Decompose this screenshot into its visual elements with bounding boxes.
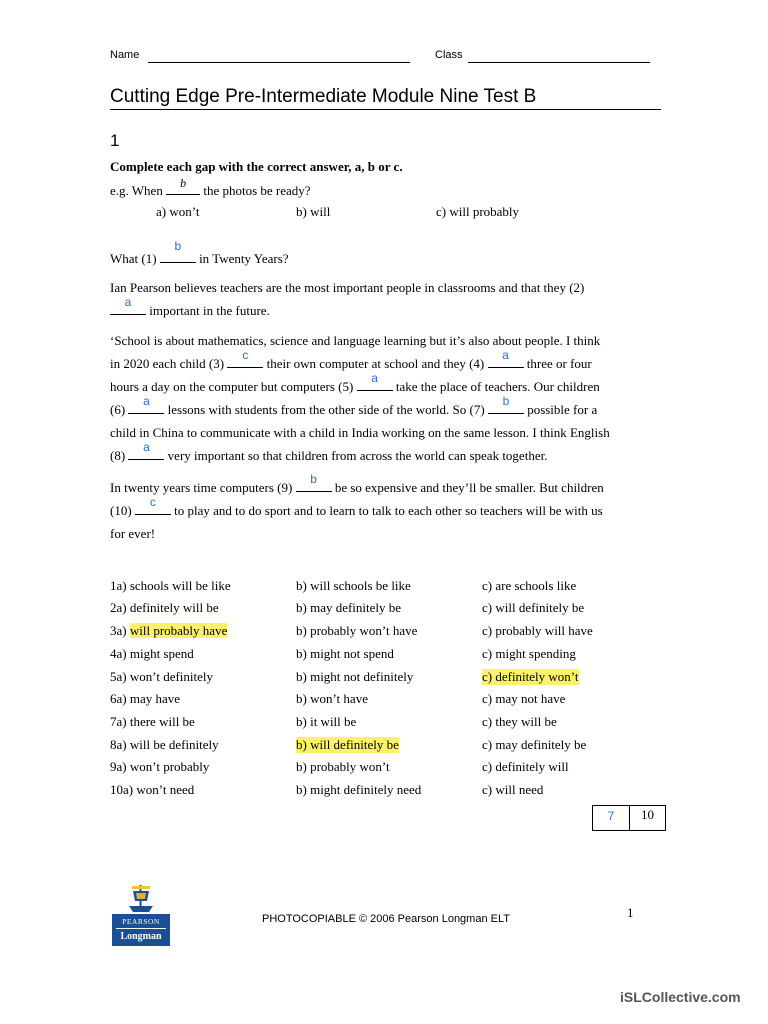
p2-text-1: ‘School is about mathematics, science and language learning but it’s also about people. I think — [110, 333, 601, 348]
p3-text-3: (10) — [110, 503, 135, 518]
paragraph-2 — [110, 329, 670, 467]
example-option-a: a) won’t — [156, 204, 200, 219]
ship-icon — [112, 884, 170, 914]
option-8a: 8a) will be definitely — [110, 737, 219, 752]
example-prefix: e.g. When — [110, 183, 167, 198]
p3-line-2 — [110, 495, 670, 522]
option-8c: c) may definitely be — [482, 737, 587, 752]
option-5c-highlighted: c) definitely won’t — [482, 669, 579, 684]
score-obtained: 7 — [607, 809, 615, 823]
gap-6-answer: a — [143, 394, 150, 408]
p2-line-1 — [110, 329, 670, 352]
p2-text-9: possible for a — [523, 402, 598, 417]
option-4c: c) might spending — [482, 646, 576, 661]
p2-text-6: take the place of teachers. Our children — [392, 379, 600, 394]
option-6b: b) won’t have — [296, 691, 368, 706]
option-7a: 7a) there will be — [110, 714, 195, 729]
p3-text-1: In twenty years time computers (9) — [110, 480, 296, 495]
gap-8 — [128, 440, 164, 460]
class-line — [468, 62, 650, 63]
option-2b: b) may definitely be — [296, 600, 402, 615]
gap-9 — [296, 472, 332, 492]
watermark: iSLCollective.com — [620, 989, 741, 1005]
logo-rule — [116, 928, 166, 929]
p1-line-1 — [110, 276, 670, 299]
gap-7 — [488, 394, 524, 414]
p2-text-4: three or four — [523, 356, 592, 371]
p3-text-2: be so expensive and they’ll be smaller. But children — [331, 480, 604, 495]
option-3a — [110, 623, 227, 639]
option-4a: 4a) might spend — [110, 646, 194, 661]
option-3a-label: 3a) — [110, 623, 130, 638]
example-answer: b — [180, 176, 187, 190]
gap-10-answer: c — [149, 495, 156, 509]
option-6c: c) may not have — [482, 691, 566, 706]
logo-box — [112, 914, 170, 946]
option-7c: c) they will be — [482, 714, 557, 729]
p1-line-2 — [110, 295, 670, 322]
title-underline — [110, 109, 661, 110]
option-1a: 1a) schools will be like — [110, 578, 231, 593]
option-10b: b) might definitely need — [296, 782, 422, 797]
example-sentence — [110, 176, 311, 199]
p2-text-11: (8) — [110, 448, 129, 463]
p2-text-2: in 2020 each child (3) — [110, 356, 228, 371]
heading-post: in Twenty Years? — [195, 251, 289, 266]
option-3b: b) probably won’t have — [296, 623, 418, 638]
p3-line-3 — [110, 522, 670, 545]
gap-2 — [110, 295, 146, 315]
option-3c: c) probably will have — [482, 623, 593, 638]
option-2a: 2a) definitely will be — [110, 600, 219, 615]
option-5a: 5a) won’t definitely — [110, 669, 214, 684]
class-label: Class — [435, 49, 463, 61]
gap-6 — [128, 394, 164, 414]
gap-1 — [160, 239, 196, 263]
option-1b: b) will schools be like — [296, 578, 411, 593]
section-number: 1 — [110, 131, 120, 150]
option-9b: b) probably won’t — [296, 759, 390, 774]
option-8b-highlighted: b) will definitely be — [296, 737, 399, 752]
option-10c: c) will need — [482, 782, 544, 797]
p1-text-1: Ian Pearson believes teachers are the most important people in classrooms and that they (2) — [110, 280, 585, 295]
gap-2-answer: a — [124, 295, 132, 309]
option-7b: b) it will be — [296, 714, 357, 729]
p2-text-5: hours a day on the computer but computers (5) — [110, 379, 357, 394]
gap-1-answer: b — [174, 239, 182, 253]
p2-line-4 — [110, 394, 670, 421]
example-option-c: c) will probably — [436, 204, 520, 219]
option-6a: 6a) may have — [110, 691, 181, 706]
page-title: Cutting Edge Pre-Intermediate Module Nine Test B — [110, 86, 537, 107]
p2-text-12: very important so that children from across the world can speak together. — [164, 448, 548, 463]
gap-8-answer: a — [143, 440, 150, 454]
p2-line-3 — [110, 371, 670, 398]
gap-9-answer: b — [310, 472, 317, 486]
option-3a-highlighted: will probably have — [129, 623, 228, 638]
instruction: Complete each gap with the correct answer, a, b or c. — [110, 159, 403, 174]
option-2c: c) will definitely be — [482, 600, 585, 615]
page-number: 1 — [627, 905, 634, 920]
gap-5 — [357, 371, 393, 391]
p2-text-10: child in China to communicate with a child in India working on the same lesson. I think English — [110, 425, 610, 440]
gap-10 — [135, 495, 171, 515]
option-4b: b) might not spend — [296, 646, 394, 661]
gap-3 — [227, 348, 263, 368]
logo-pearson: PEARSON — [122, 917, 160, 926]
p3-text-5: for ever! — [110, 526, 156, 541]
heading-pre: What (1) — [110, 251, 160, 266]
p3-text-4: to play and to do sport and to learn to talk to each other so teachers will be with us — [170, 503, 603, 518]
gap-3-answer: c — [242, 348, 249, 362]
gap-4 — [488, 348, 524, 368]
p2-text-3: their own computer at school and they (4) — [263, 356, 488, 371]
example-gap — [166, 176, 200, 195]
name-label: Name — [110, 49, 140, 61]
pearson-longman-logo — [112, 884, 170, 946]
p2-line-6 — [110, 440, 670, 467]
option-10a: 10a) won’t need — [110, 782, 195, 797]
p2-line-5 — [110, 421, 670, 444]
example-suffix: the photos be ready? — [200, 183, 311, 198]
name-line — [148, 62, 410, 63]
p3-line-1 — [110, 472, 670, 499]
passage-heading — [110, 239, 289, 267]
score-box — [592, 805, 666, 831]
gap-7-answer: b — [502, 394, 510, 408]
option-9c: c) definitely will — [482, 759, 569, 774]
logo-longman: Longman — [120, 931, 162, 942]
p2-text-7: (6) — [110, 402, 129, 417]
option-1c: c) are schools like — [482, 578, 577, 593]
option-5b: b) might not definitely — [296, 669, 414, 684]
p1-text-2: important in the future. — [146, 303, 270, 318]
gap-4-answer: a — [502, 348, 509, 362]
option-9a: 9a) won’t probably — [110, 759, 210, 774]
gap-5-answer: a — [371, 371, 378, 385]
paragraph-1 — [110, 276, 670, 322]
p2-text-8: lessons with students from the other side of the world. So (7) — [164, 402, 488, 417]
example-option-b: b) will — [296, 204, 331, 219]
score-total: 10 — [641, 807, 654, 822]
paragraph-3 — [110, 472, 670, 545]
copyright-notice: PHOTOCOPIABLE © 2006 Pearson Longman ELT — [262, 913, 510, 925]
